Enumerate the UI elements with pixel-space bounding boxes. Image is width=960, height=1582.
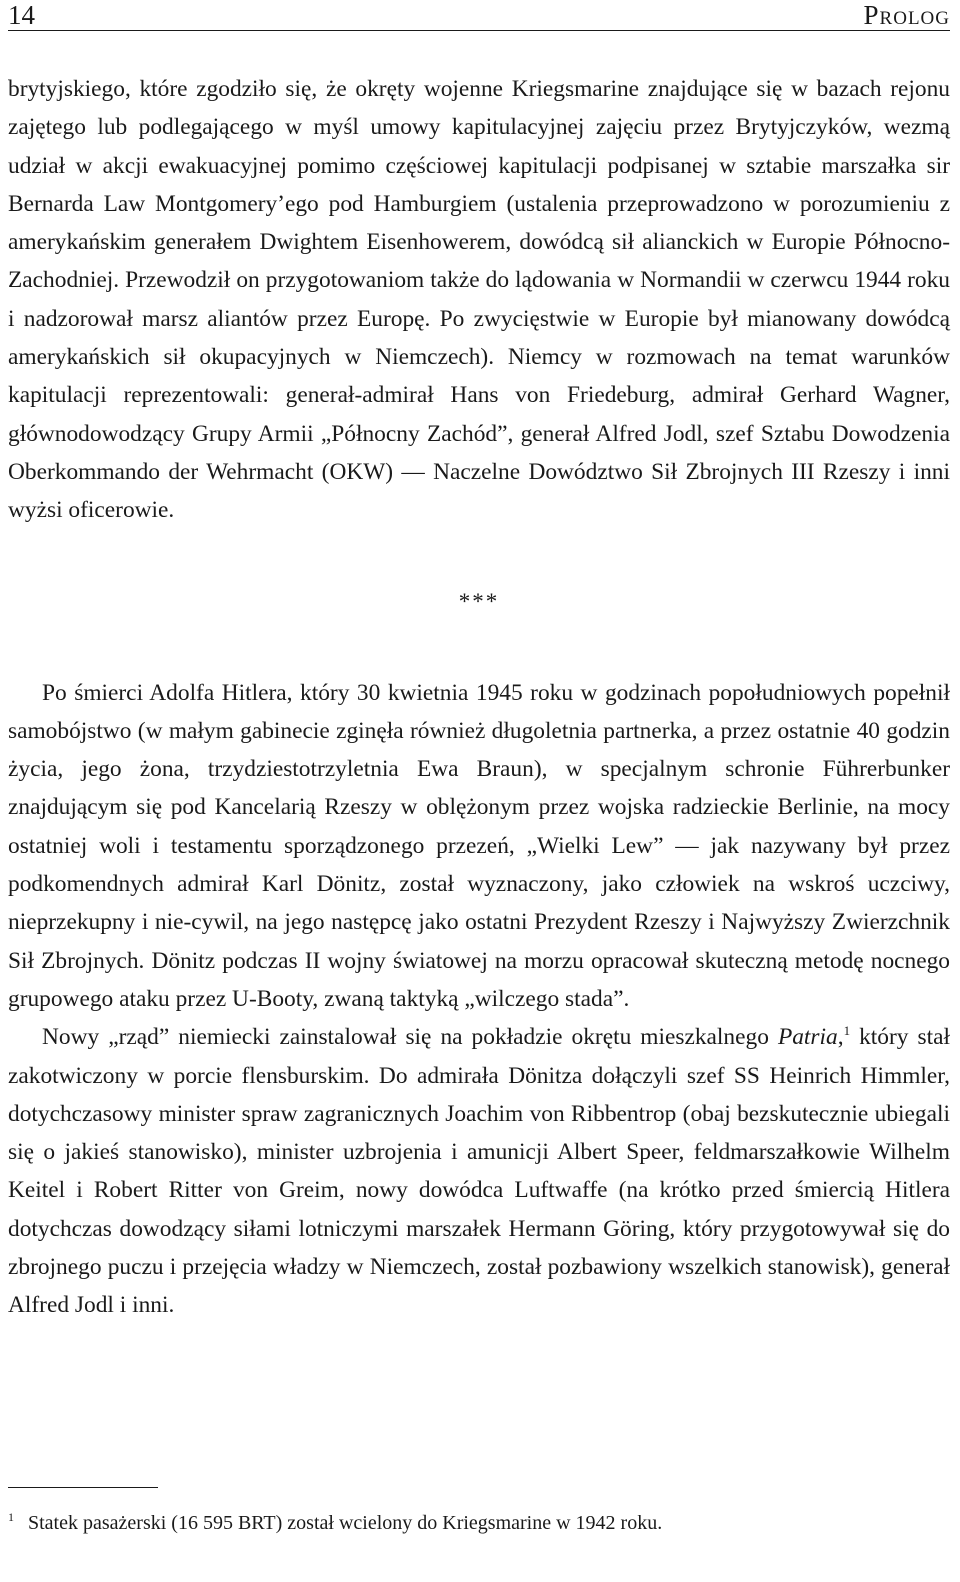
footnote-number: 1 bbox=[8, 1510, 14, 1525]
paragraph-kapitulacja: brytyjskiego, które zgodziło się, że okręty wojenne Kriegsmarine znajdujące się w bazach rejonu zajętego lub podlegającego w myśl umowy kapitulacyjnej zajęciu przez Brytyjczyków, wezmą udział w akcji ewakuacyjnej pomimo częściowej kapitulacji podpisanej w sztabie marszałka sir Bernarda Law Montgomery’ego pod Hamburgiem (ustalenia przeprowadzono w porozumieniu z amerykańskim generałem Dwightem Eisenhowerem, dowódcą sił alianckich w Europie Północno-Zachodniej. Przewodził on przygotowaniom także do lądowania w Normandii w czerwcu 1944 roku i nadzorował marsz aliantów przez Europę. Po zwycięstwie w Europie był mianowany dowódcą amerykańskich sił okupacyjnych w Niemczech). Niemcy w rozmowach na temat warunków kapitulacji reprezentowali: generał-admirał Hans von Friedeburg, admirał Gerhard Wagner, głównodowodzący Grupy Armii „Północny Zachód”, generał Alfred Jodl, szef Sztabu Dowodzenia Oberkommando der Wehrmacht (OKW) — Naczelne Dowództwo Sił Zbrojnych III Rzeszy i inni wyżsi oficerowie. bbox=[8, 76, 950, 524]
paragraph-text-end: który stał zakotwiczony w porcie flensburskim. Do admirała Dönitza dołączyli szef SS Heinrich Himmler, dotychczasowy minister spraw zagranicznych Joachim von Ribbentrop (obaj bezskutecznie ubiegali się o jakieś stanowisko), minister uzbrojenia i amunicji Albert Speer, feldmarszałkowie Wilhelm Keitel i Robert Ritter von Greim, nowy dowódca Luftwaffe (na krótko przed śmiercią Hitlera dotychczas dowodzący siłami lotniczymi marszałek Hermann Göring, który przygotowywał się do zbrojnego puczu i przejęcia władzy w Niemczech, został pozbawiony wszelkich stanowisk), generał Alfred Jodl i inni. bbox=[8, 1024, 950, 1319]
footnote-divider bbox=[8, 1487, 158, 1488]
footnote-text: Statek pasażerski (16 595 BRT) został wcielony do Kriegsmarine w 1942 roku. bbox=[28, 1512, 663, 1534]
chapter-title: Prolog bbox=[863, 0, 950, 30]
body-text bbox=[8, 70, 950, 1325]
section-separator: *** bbox=[458, 588, 500, 614]
ship-name: Patria bbox=[777, 1024, 838, 1051]
page-number: 14 bbox=[8, 0, 35, 30]
paragraph-nowy-rzad: Nowy „rząd” niemiecki zainstalował się na pokładzie okrętu mieszkalnego Patria,$^1$ który stał zakotwiczony w porcie flensburskim. Do admirała Dönitza dołączyli szef SS Heinrich Himmler, dotychczasowy minister spraw zagranicznych Joachim von Ribbentrop (obaj bezskutecznie ubiegali się o jakieś stanowisko), minister uzbrojenia i amunicji Albert Speer, feldmarszałkowie Wilhelm Keitel i Robert Ritter von Greim, nowy dowódca Luftwaffe (na krótko przed śmiercią Hitlera dotychczas dowodzący siłami lotniczymi marszałek Hermann Göring, który przygotowywał się do zbrojnego puczu i przejęcia władzy w Niemczech, został pozbawiony wszelkich stanowisk), generał Alfred Jodl i inni. bbox=[8, 1023, 950, 1319]
paragraph-text-start: Nowy „rząd” niemiecki zainstalował się na pokładzie okrętu mieszkalnego bbox=[42, 1024, 778, 1051]
book-page bbox=[8, 0, 950, 1582]
running-head bbox=[8, 0, 950, 31]
footnote-reference[interactable]: 1 bbox=[843, 1023, 851, 1039]
paragraph-smierc-hitlera: Po śmierci Adolfa Hitlera, który 30 kwietnia 1945 roku w godzinach popołudniowych popełnił samobójstwo (w małym gabinecie zginęła również długoletnia partnerka, a przez ostatnie 40 godzin życia, jego żona, trzydziestotrzyletnia Ewa Braun), w specjalnym schronie Führerbunker znajdującym się pod Kancelarią Rzeszy w oblężonym przez wojska radzieckie Berlinie, na mocy ostatniej woli i testamentu sporządzonego przezeń, „Wielki Lew” — jak nazywany był przez podkomendnych admirał Karl Dönitz, został wyznaczony, jako człowiek na wskroś uczciwy, nieprzekupny i nie-cywil, na jego następcę jako ostatni Prezydent Rzeszy i Najwyższy Zwierzchnik Sił Zbrojnych. Dönitz podczas II wojny światowej na morzu opracował skuteczną metodę nocnego grupowego ataku przez U-Booty, zwaną taktyką „wilczego stada”. bbox=[8, 679, 950, 1012]
footnote bbox=[8, 1508, 950, 1538]
